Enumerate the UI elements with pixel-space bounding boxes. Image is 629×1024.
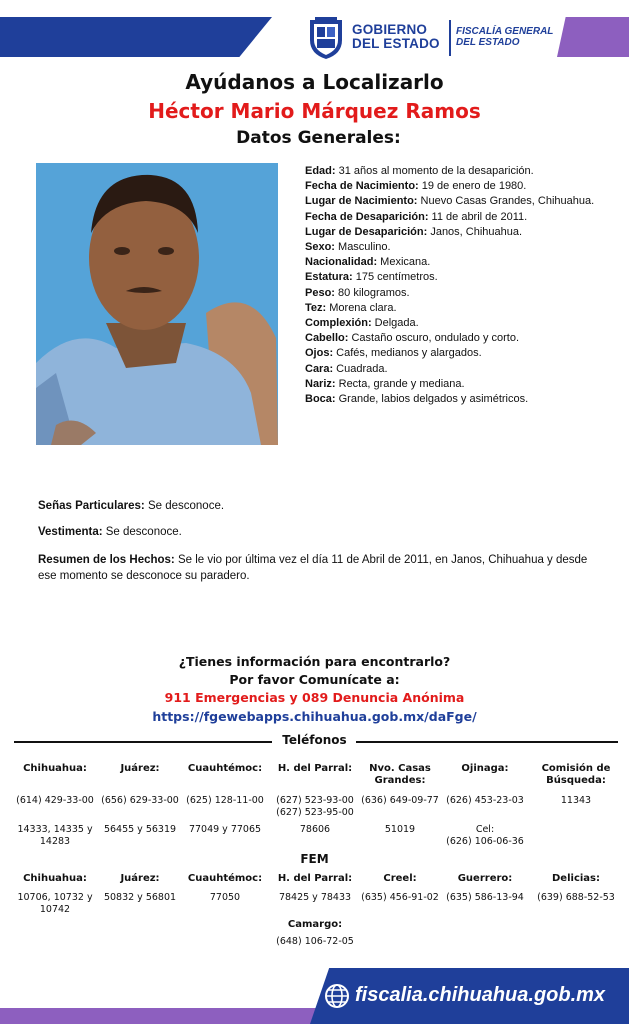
contact-please: Por favor Comunícate a: [229,672,400,687]
fem-header: Cuauhtémoc: [187,873,263,884]
phone-extension: 14333, 14335 y 14283 [17,824,93,847]
globe-icon [324,983,350,1009]
person-name: Héctor Mario Márquez Ramos [148,99,481,123]
fem-phone: (635) 586-13-94 [446,892,524,903]
phone-number: (625) 128-11-00 [186,795,264,806]
detail-row: Lugar de Desaparición: Janos, Chihuahua. [305,225,523,238]
fem-header: Juárez: [120,873,160,884]
phone-number: (627) 523-93-00 (627) 523-95-00 [276,795,354,818]
detail-row: Sexo: Masculino. [305,241,391,254]
phone-header: Ojinaga: [461,763,509,774]
fisc-line-2: DEL ESTADO [456,37,520,48]
fem-header: Chihuahua: [23,873,87,884]
fem-title: FEM [300,852,329,866]
gov-logo-text [352,23,440,51]
phone-number: (636) 649-09-77 [361,795,439,806]
contact-question: ¿Tienes información para encontrarlo? [178,654,451,669]
logo-divider [449,20,451,56]
fem-phone: 78425 y 78433 [278,892,352,903]
senas-particulares: Señas Particulares: Se desconoce. [38,500,225,512]
fem-header: Creel: [383,873,417,884]
detail-row: Tez: Morena clara. [305,301,397,314]
footer-band-violet [0,1008,330,1024]
fem-header: H. del Parral: [277,873,353,884]
phones-title: Teléfonos [282,733,347,747]
fiscalia-logo-text [456,26,553,48]
phone-number: (626) 453-23-03 [446,795,524,806]
fem-phone: 50832 y 56801 [103,892,177,903]
phone-extension: 51019 [384,824,416,835]
phone-number: 11343 [560,795,592,806]
fem-phone: 77050 [209,892,241,903]
fem-phone: (635) 456-91-02 [361,892,439,903]
phone-header: Nvo. Casas Grandes: [369,763,431,786]
general-data-list [305,164,625,407]
phone-header: Chihuahua: [23,763,87,774]
footer-website-link[interactable]: fiscalia.chihuahua.gob.mx [355,984,606,1006]
detail-row: Boca: Grande, labios delgados y asimétricos. [305,393,529,406]
detail-row: Estatura: 175 centímetros. [305,271,438,284]
detail-row: Nariz: Recta, grande y mediana. [305,377,465,390]
camargo-label: Camargo: [287,919,343,930]
detail-row: Ojos: Cafés, medianos y alargados. [305,347,482,360]
fem-phone: (639) 688-52-53 [537,892,615,903]
person-photo [36,163,278,445]
phone-extension: 78606 [299,824,331,835]
page-title: Ayúdanos a Localizarlo [185,70,444,94]
phone-number: (656) 629-33-00 [101,795,179,806]
detail-row: Peso: 80 kilogramos. [305,286,410,299]
gov-line-2: DEL ESTADO [352,36,440,51]
camargo-phone: (648) 106-72-05 [276,936,354,947]
phone-extension: 77049 y 77065 [188,824,262,835]
header-band-right [557,17,629,57]
header-band-left [0,17,272,57]
phone-header: Juárez: [120,763,160,774]
fem-phone: 10706, 10732 y 10742 [17,892,93,915]
vestimenta: Vestimenta: Se desconoce. [38,526,182,538]
detail-row: Cara: Cuadrada. [305,362,388,375]
detail-row: Edad: 31 años al momento de la desaparición. [305,165,534,177]
state-shield-icon [307,16,345,60]
fem-header: Delicias: [552,873,600,884]
detail-row: Fecha de Nacimiento: 19 de enero de 1980. [305,180,527,193]
phone-extension: Cel: (626) 106-06-36 [446,824,524,847]
gov-line-1: GOBIERNO [352,22,428,37]
phone-header: Comisión de Búsqueda: [541,763,611,786]
fisc-line-1: FISCALÍA GENERAL [456,26,554,37]
detail-row: Complexión: Delgada. [305,317,419,330]
detail-row: Cabello: Castaño oscuro, ondulado y corto. [305,332,520,345]
phone-header: H. del Parral: [277,763,353,774]
phone-header: Cuauhtémoc: [187,763,263,774]
detail-row: Fecha de Desaparición: 11 de abril de 2011. [305,210,528,223]
fem-header: Guerrero: [457,873,513,884]
emergency-numbers: 911 Emergencias y 089 Denuncia Anónima [164,690,465,705]
detail-row: Lugar de Nacimiento: Nuevo Casas Grandes, Chihuahua. [305,195,595,208]
resumen-hechos: Resumen de los Hechos: Se le vio por última vez el día 11 de Abril de 2011, en Janos, Chihuahua y desde ese momento se desconoce su paradero. [38,554,588,582]
detail-row: Nacionalidad: Mexicana. [305,256,431,269]
phone-extension: 56455 y 56319 [103,824,177,835]
phone-number: (614) 429-33-00 [16,795,94,806]
contact-url-link[interactable]: https://fgewebapps.chihuahua.gob.mx/daFge/ [152,709,477,724]
section-title: Datos Generales: [236,128,401,148]
